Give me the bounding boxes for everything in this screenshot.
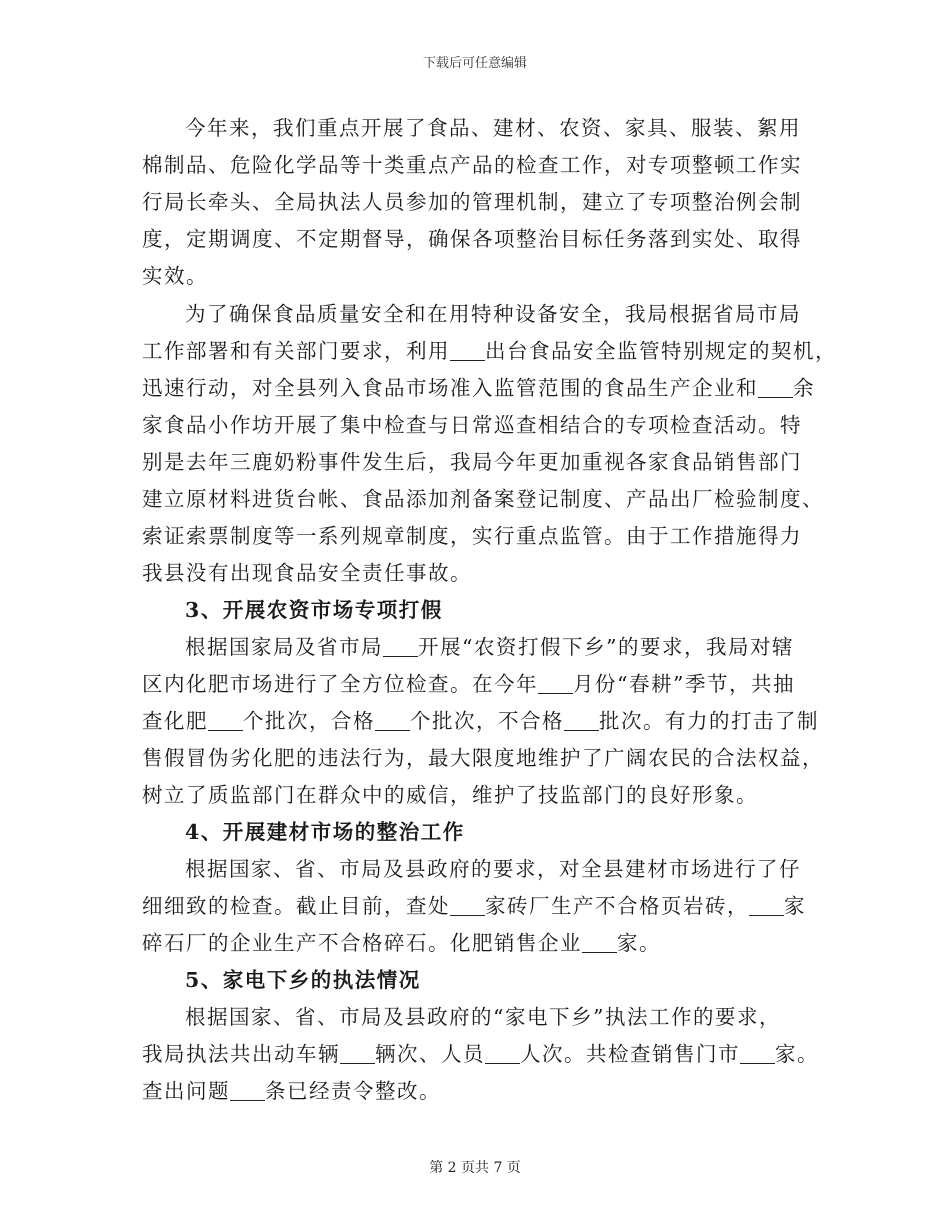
paragraph-line: 为了确保食品质量安全和在用特种设备安全，我局根据省局市局: [185, 302, 801, 326]
text-segment: 碎石厂的企业生产不合格碎石。化肥销售企业: [142, 931, 582, 955]
text-segment: 根据国家局及省市局: [185, 635, 383, 659]
text-segment: 个批次，不合格: [410, 709, 564, 733]
paragraph-line: 根据国家、省、市局及县政府的要求，对全县建材市场进行了仔: [185, 857, 801, 881]
fill-blank: [758, 377, 793, 398]
paragraph-line: 家食品小作坊开展了集中检查与日常巡查相结合的专项检查活动。特: [142, 413, 802, 437]
fill-blank: [538, 673, 573, 694]
paragraph-line: 根据国家、省、市局及县政府的“家电下乡”执法工作的要求，: [185, 1005, 781, 1029]
paragraph-line: [142, 1039, 819, 1069]
paragraph-line: 索证索票制度等一系列规章制度，实行重点监管。由于工作措施得力: [142, 524, 802, 548]
text-segment: 人次。共检查销售门市: [520, 1042, 740, 1066]
section-heading: 5、家电下乡的执法情况: [185, 968, 421, 992]
text-segment: 家砖厂生产不合格页岩砖，: [485, 894, 749, 918]
text-segment: 家。: [617, 931, 661, 955]
text-segment: 我局执法共出动车辆: [142, 1042, 340, 1066]
page-footer: 第 2 页共 7 页: [429, 1160, 521, 1176]
text-segment: 批次。有力的打击了制: [599, 709, 819, 733]
text-segment: 细细致的检查。截止目前，查处: [142, 894, 450, 918]
paragraph-line: [185, 632, 805, 662]
fill-blank: [450, 340, 485, 361]
paragraph-line: 别是去年三鹿奶粉事件发生后，我局今年更加重视各家食品销售部门: [142, 450, 802, 474]
fill-blank: [749, 895, 784, 916]
text-segment: 个批次，合格: [243, 709, 375, 733]
fill-blank: [485, 1043, 520, 1064]
fill-blank: [564, 710, 599, 731]
section-heading: 4、开展建材市场的整治工作: [185, 820, 465, 844]
text-segment: 余: [793, 376, 815, 400]
text-segment: 开展“农资打假下乡”的要求，我局对辖: [418, 635, 794, 659]
text-segment: 月份“春耕”季节，共抽: [573, 672, 795, 696]
text-segment: 条已经责令整改。: [265, 1079, 441, 1103]
paragraph-line: [142, 891, 812, 921]
paragraph-line: 行局长牵头、全局执法人员参加的管理机制，建立了专项整治例会制: [142, 190, 802, 214]
paragraph-line: 棉制品、危险化学品等十类重点产品的检查工作，对专项整顿工作实: [142, 153, 802, 177]
text-segment: 查化肥: [142, 709, 208, 733]
paragraph-line: 建立原材料进货台帐、食品添加剂备案登记制度、产品出厂检验制度、: [142, 487, 824, 511]
text-segment: 区内化肥市场进行了全方位检查。在今年: [142, 672, 538, 696]
paragraph-line: [142, 373, 815, 403]
fill-blank: [740, 1043, 775, 1064]
paragraph-line: [142, 336, 837, 366]
paragraph-line: [142, 1076, 812, 1106]
text-segment: 家。: [775, 1042, 819, 1066]
paragraph-line: 我县没有出现食品安全责任事故。: [142, 561, 472, 585]
paragraph-line: 今年来，我们重点开展了食品、建材、农资、家具、服装、絮用: [185, 116, 801, 140]
fill-blank: [208, 710, 243, 731]
paragraph-line: 度，定期调度、不定期督导，确保各项整治目标任务落到实处、取得: [142, 227, 802, 251]
fill-blank: [340, 1043, 375, 1064]
text-segment: 迅速行动，对全县列入食品市场准入监管范围的食品生产企业和: [142, 376, 758, 400]
paragraph-line: 树立了质监部门在群众中的威信，维护了技监部门的良好形象。: [142, 783, 758, 807]
page-header: 下载后可任意编辑: [422, 56, 527, 71]
text-segment: 查出问题: [142, 1079, 230, 1103]
section-heading: 3、开展农资市场专项打假: [185, 598, 443, 622]
paragraph-line: [142, 706, 819, 736]
fill-blank: [230, 1080, 265, 1101]
paragraph-line: 售假冒伪劣化肥的违法行为，最大限度地维护了广阔农民的合法权益，: [142, 746, 824, 770]
text-segment: 出台食品安全监管特别规定的契机，: [485, 339, 837, 363]
fill-blank: [383, 636, 418, 657]
paragraph-line: [142, 928, 812, 958]
fill-blank: [582, 932, 617, 953]
fill-blank: [450, 895, 485, 916]
fill-blank: [375, 710, 410, 731]
paragraph-line: 实效。: [142, 264, 208, 288]
text-segment: 家: [784, 894, 806, 918]
text-segment: 辆次、人员: [375, 1042, 485, 1066]
paragraph-line: [142, 669, 812, 699]
text-segment: 工作部署和有关部门要求，利用: [142, 339, 450, 363]
